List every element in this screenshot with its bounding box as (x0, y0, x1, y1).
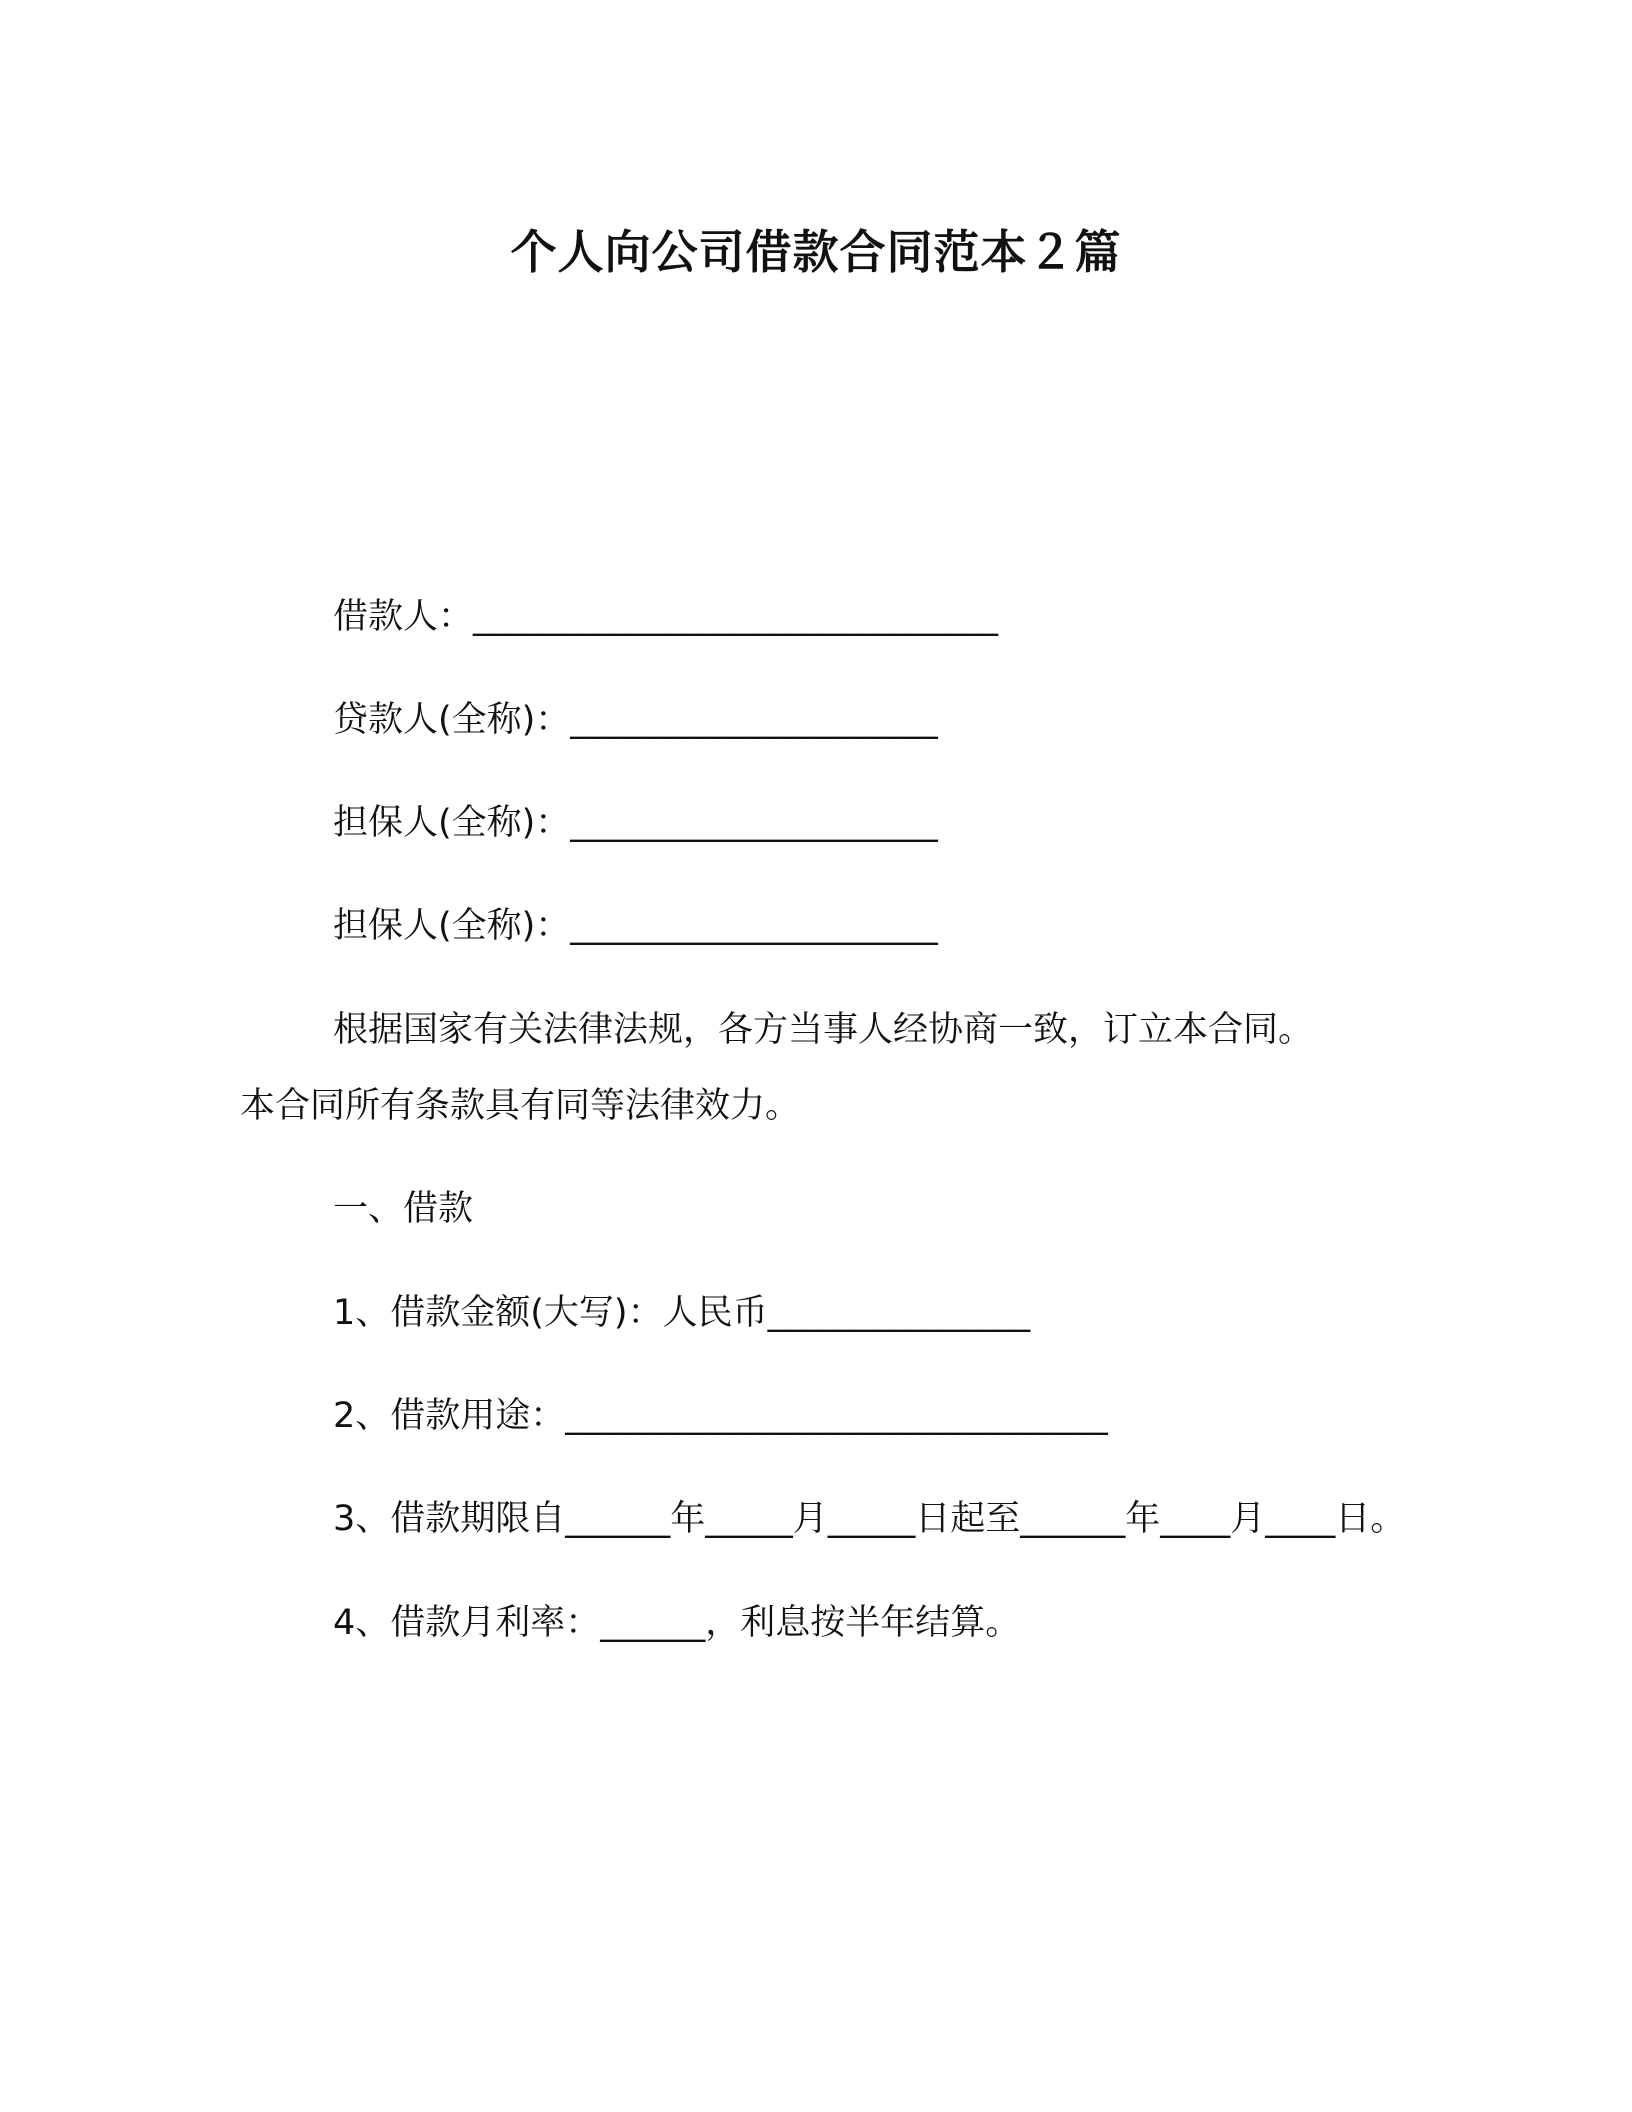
section-heading-loan: 一、借款 (333, 1189, 474, 1229)
preamble-paragraph-line-2: 本合同所有条款具有同等法律效力。 (240, 1086, 801, 1126)
clause-monthly-interest: 4、借款月利率：______，利息按半年结算。 (333, 1603, 1021, 1643)
document-title: 个人向公司借款合同范本２篇 (510, 225, 1122, 279)
borrower-line: 借款人：______________________________ (333, 597, 999, 637)
clause-loan-purpose: 2、借款用途：_______________________________ (333, 1396, 1108, 1436)
clause-loan-term: 3、借款期限自______年_____月_____日起至______年____月____日。 (333, 1499, 1406, 1539)
guarantor-line-2: 担保人(全称)：_____________________ (333, 906, 938, 946)
guarantor-line-1: 担保人(全称)：_____________________ (333, 803, 938, 843)
lender-line: 贷款人(全称)：_____________________ (333, 700, 938, 740)
preamble-paragraph-line-1: 根据国家有关法律法规，各方当事人经协商一致，订立本合同。 (333, 1010, 1314, 1050)
clause-loan-amount: 1、借款金额(大写)：人民币_______________ (333, 1293, 1031, 1333)
